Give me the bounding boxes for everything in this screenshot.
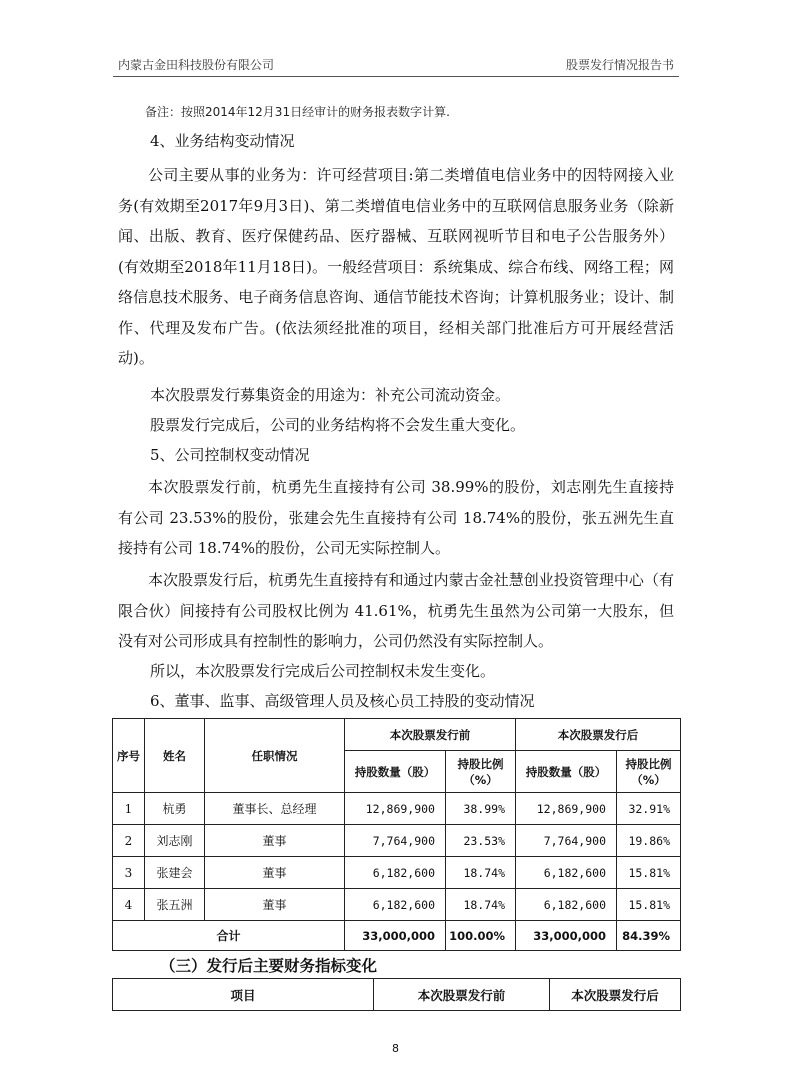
cell-shares-before: 7,764,900 [345,825,446,857]
cell-shares-after: 7,764,900 [516,825,617,857]
table-row [113,825,681,857]
cell-seq: 2 [113,825,145,857]
cell-total-shares-after: 33,000,000 [516,921,617,951]
table-total-row [113,921,681,951]
col-ratio-before-header: 持股比例（%） [446,751,516,793]
col-item-header: 项目 [113,979,374,1011]
section-4-paragraph-2: 本次股票发行募集资金的用途为：补充公司流动资金。 [150,386,511,404]
group-before-header: 本次股票发行前 [345,719,516,751]
cell-ratio-after: 32.91% [617,793,681,825]
header-rule [113,76,679,77]
section-5-heading: 5、公司控制权变动情况 [150,446,310,464]
cell-seq: 4 [113,889,145,921]
footnote-remark: 备注：按照2014年12月31日经审计的财务报表数字计算. [145,105,450,119]
cell-shares-before: 6,182,600 [345,857,446,889]
financial-indicators-table [112,978,681,1011]
table-row [113,857,681,889]
cell-total-shares-before: 33,000,000 [345,921,446,951]
cell-shares-before: 12,869,900 [345,793,446,825]
col-name-header: 姓名 [145,719,205,793]
group-after-header: 本次股票发行后 [516,719,681,751]
cell-name: 张建会 [145,857,205,889]
cell-ratio-after: 15.81% [617,857,681,889]
cell-shares-after: 12,869,900 [516,793,617,825]
cell-position: 董事 [205,825,345,857]
cell-total-label: 合计 [113,921,345,951]
col-before-header: 本次股票发行前 [374,979,550,1011]
cell-total-ratio-before: 100.00% [446,921,516,951]
section-3-heading: （三）发行后主要财务指标变化 [160,957,378,975]
holdings-table [112,718,681,951]
section-4-heading: 4、业务结构变动情况 [150,132,295,150]
header-company: 内蒙古金田科技股份有限公司 [118,58,275,72]
header-doc-title: 股票发行情况报告书 [565,58,674,72]
section-4-paragraph-1: 公司主要从事的业务为：许可经营项目:第二类增值电信业务中的因特网接入业务(有效期至2017年9月3日)、第二类增值电信业务中的互联网信息服务业务（除新闻、出版、教育、医疗保健药品、医疗器械、互联网视听节目和电子公告服务外）(有效期至2018年11月18日)。一般经营项目：系统集成、综合布线、网络工程；网络信息技术服务、电子商务信息咨询、通信节能技术咨询；计算机服务业；设计、制作、代理及发布广告。(依法须经批准的项目，经相关部门批准后方可开展经营活动)。 [118,166,674,367]
cell-ratio-before: 18.74% [446,857,516,889]
col-shares-after-header: 持股数量（股） [516,751,617,793]
cell-shares-after: 6,182,600 [516,889,617,921]
cell-ratio-before: 38.99% [446,793,516,825]
cell-shares-before: 6,182,600 [345,889,446,921]
col-ratio-after-header: 持股比例（%） [617,751,681,793]
col-after-header: 本次股票发行后 [550,979,681,1011]
cell-ratio-after: 19.86% [617,825,681,857]
cell-position: 董事 [205,889,345,921]
table-row [113,889,681,921]
col-seq-header: 序号 [113,719,145,793]
col-position-header: 任职情况 [205,719,345,793]
cell-seq: 3 [113,857,145,889]
cell-ratio-before: 18.74% [446,889,516,921]
section-5-paragraph-2: 本次股票发行后，杭勇先生直接持有和通过内蒙古金社慧创业投资管理中心（有限合伙）间接持有公司股权比例为 41.61%，杭勇先生虽然为公司第一大股东，但没有对公司形成具有控制性的影响力，公司仍然没有实际控制人。 [118,571,674,650]
table-row [113,793,681,825]
cell-shares-after: 6,182,600 [516,857,617,889]
page-number: 8 [392,1042,399,1055]
cell-name: 杭勇 [145,793,205,825]
cell-name: 张五洲 [145,889,205,921]
cell-name: 刘志刚 [145,825,205,857]
section-4-paragraph-3: 股票发行完成后，公司的业务结构将不会发生重大变化。 [150,416,526,434]
cell-ratio-before: 23.53% [446,825,516,857]
section-5-paragraph-3: 所以，本次股票发行完成后公司控制权未发生变化。 [150,662,496,680]
section-6-heading: 6、董事、监事、高级管理人员及核心员工持股的变动情况 [150,692,535,710]
cell-position: 董事 [205,857,345,889]
cell-total-ratio-after: 84.39% [617,921,681,951]
col-shares-before-header: 持股数量（股） [345,751,446,793]
section-5-paragraph-1: 本次股票发行前，杭勇先生直接持有公司 38.99%的股份，刘志刚先生直接持有公司 23.53%的股份，张建会先生直接持有公司 18.74%的股份，张五洲先生直接持有公司 18.74%的股份，公司无实际控制人。 [118,478,674,557]
cell-seq: 1 [113,793,145,825]
cell-position: 董事长、总经理 [205,793,345,825]
cell-ratio-after: 15.81% [617,889,681,921]
